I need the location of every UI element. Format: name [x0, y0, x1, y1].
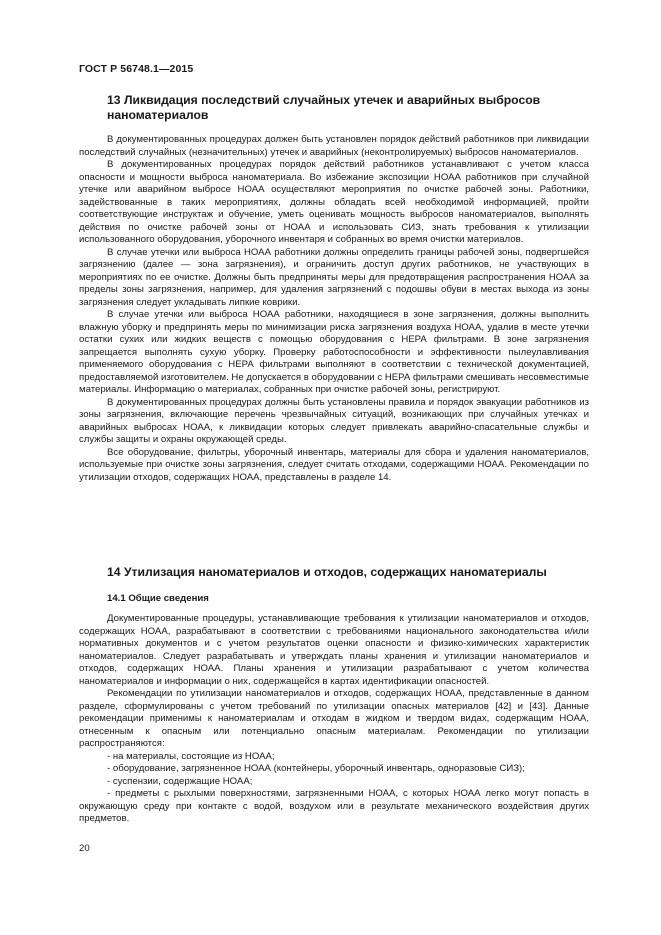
paragraph: Рекомендации по утилизации наноматериалов и отходов, содержащих НОАА, представленные в данном разделе, сформулированы с учетом требований по утилизации опасных материалов [42] и [43]. Данные рекомендации применимы к наноматериалам и отходам в жидком и твердом видах, содержащим НОАА, отнесенным к опасным или потенциально опасным материалам. Рекомендации по утилизации распространяются: [79, 688, 589, 749]
section-14-title: 14 Утилизация наноматериалов и отходов, содержащих наноматериалы [107, 565, 547, 579]
subsection-14-1-title: 14.1 Общие сведения [107, 593, 209, 604]
document-header: ГОСТ Р 56748.1—2015 [79, 63, 194, 75]
list-item: - предметы с рыхлыми поверхностями, загрязненными НОАА, с которых НОАА легко могут попасть в окружающую среду при контакте с водой, воздухом или в результате механического воздействия других предметов. [79, 788, 589, 826]
paragraph: В документированных процедурах должен быть установлен порядок действий работников при ликвидации последствий случайных (незначительных) утечек и аварийных (неконтролируемых) выбросов наноматериалов. [79, 134, 589, 158]
paragraph: В случае утечки или выброса НОАА работники, находящиеся в зоне загрязнения, должны выполнить влажную уборку и предпринять меры по минимизации риска загрязнения воздуха НОАА, удалив в месте утечки остатки сухих или жидких веществ с помощью оборудования с НЕРА фильтрами. В зоне загрязнения запрещается выполнять сухую уборку. Проверку работоспособности и эффективности пылеулавливания применяемого оборудования с НЕРА фильтрами выполняют в соответствии с технической документацией, предоставляемой изготовителем. Не допускается в оборудовании с НЕРА фильтрами смешивать несовместимые материалы. Информацию о материалах, собранных при очистке рабочей зоны, регистрируют. [79, 309, 589, 395]
section-13-title: 13 Ликвидация последствий случайных утечек и аварийных выбросов наноматериалов [107, 93, 541, 122]
list-item: - суспензии, содержащие НОАА; [79, 776, 589, 789]
paragraph: В документированных процедурах должны быть установлены правила и порядок эвакуации работников из зоны загрязнения, включающие перечень чрезвычайных ситуаций, возникающих при случайных утечках и аварийных выбросах НОАА, к ликвидации которых следует привлекать аварийно-спасательные службы и службы защиты и охраны окружающей среды. [79, 396, 589, 445]
paragraph: В документированных процедурах порядок действий работников устанавливают с учетом класса опасности и мощности выброса наноматериала. Во избежание экспозиции НОАА работников при случайной утечке или аварийном выбросе НОАА осуществляют мероприятия по очистке рабочей зоны. Работники, задействованные в таких мероприятиях, должны обладать всей необходимой информацией, пройти соответствующие инструктаж и обучение, уметь оценивать мощность выбросов наноматериалов, выполнять действия по очистке рабочей зоны от НОАА и использовать СИЗ, знать требования к утилизации использованного оборудования, уборочного инвентаря и собранных во время очистки материалов. [79, 159, 589, 245]
section-13 [79, 93, 589, 484]
page-number: 20 [79, 843, 90, 854]
paragraph: Все оборудование, фильтры, уборочный инвентарь, материалы для сбора и удаления наноматериалов, используемые при очистке зоны загрязнения, следует считать отходами, содержащими НОАА. Рекомендации по утилизации отходов, содержащих НОАА, представлены в разделе 14. [79, 446, 589, 483]
list-item: - оборудование, загрязненное НОАА (контейнеры, уборочный инвентарь, одноразовые СИЗ); [79, 763, 589, 776]
section-14 [79, 565, 589, 826]
list-item: - на материалы, состоящие из НОАА; [79, 751, 589, 764]
paragraph: В случае утечки или выброса НОАА работники должны определить границы рабочей зоны, подвергшейся загрязнению (далее — зона загрязнения), и ограничить доступ других работников, не участвующих в мероприятиях по ее очистке. Должны быть предприняты меры для предотвращения распространения НОАА за пределы зоны загрязнения, например, для удаления загрязнений с подошвы обуви в местах выхода из зоны загрязнения следует укладывать липкие коврики. [79, 246, 589, 308]
scope-list [79, 751, 589, 826]
paragraph: Документированные процедуры, устанавливающие требования к утилизации наноматериалов и отходов, содержащих НОАА, разрабатывают в соответствии с требованиями национального законодательства и/или нормативных документов и с учетом результатов оценки опасности и физико-химических характеристик наноматериалов. Следует разрабатывать и утверждать планы хранения и утилизации наноматериалов и отходов, содержащих НОАА. Планы хранения и утилизации разрабатывают с учетом количества наноматериалов и информации о них, содержащейся в картах идентификации опасностей. [79, 613, 589, 687]
